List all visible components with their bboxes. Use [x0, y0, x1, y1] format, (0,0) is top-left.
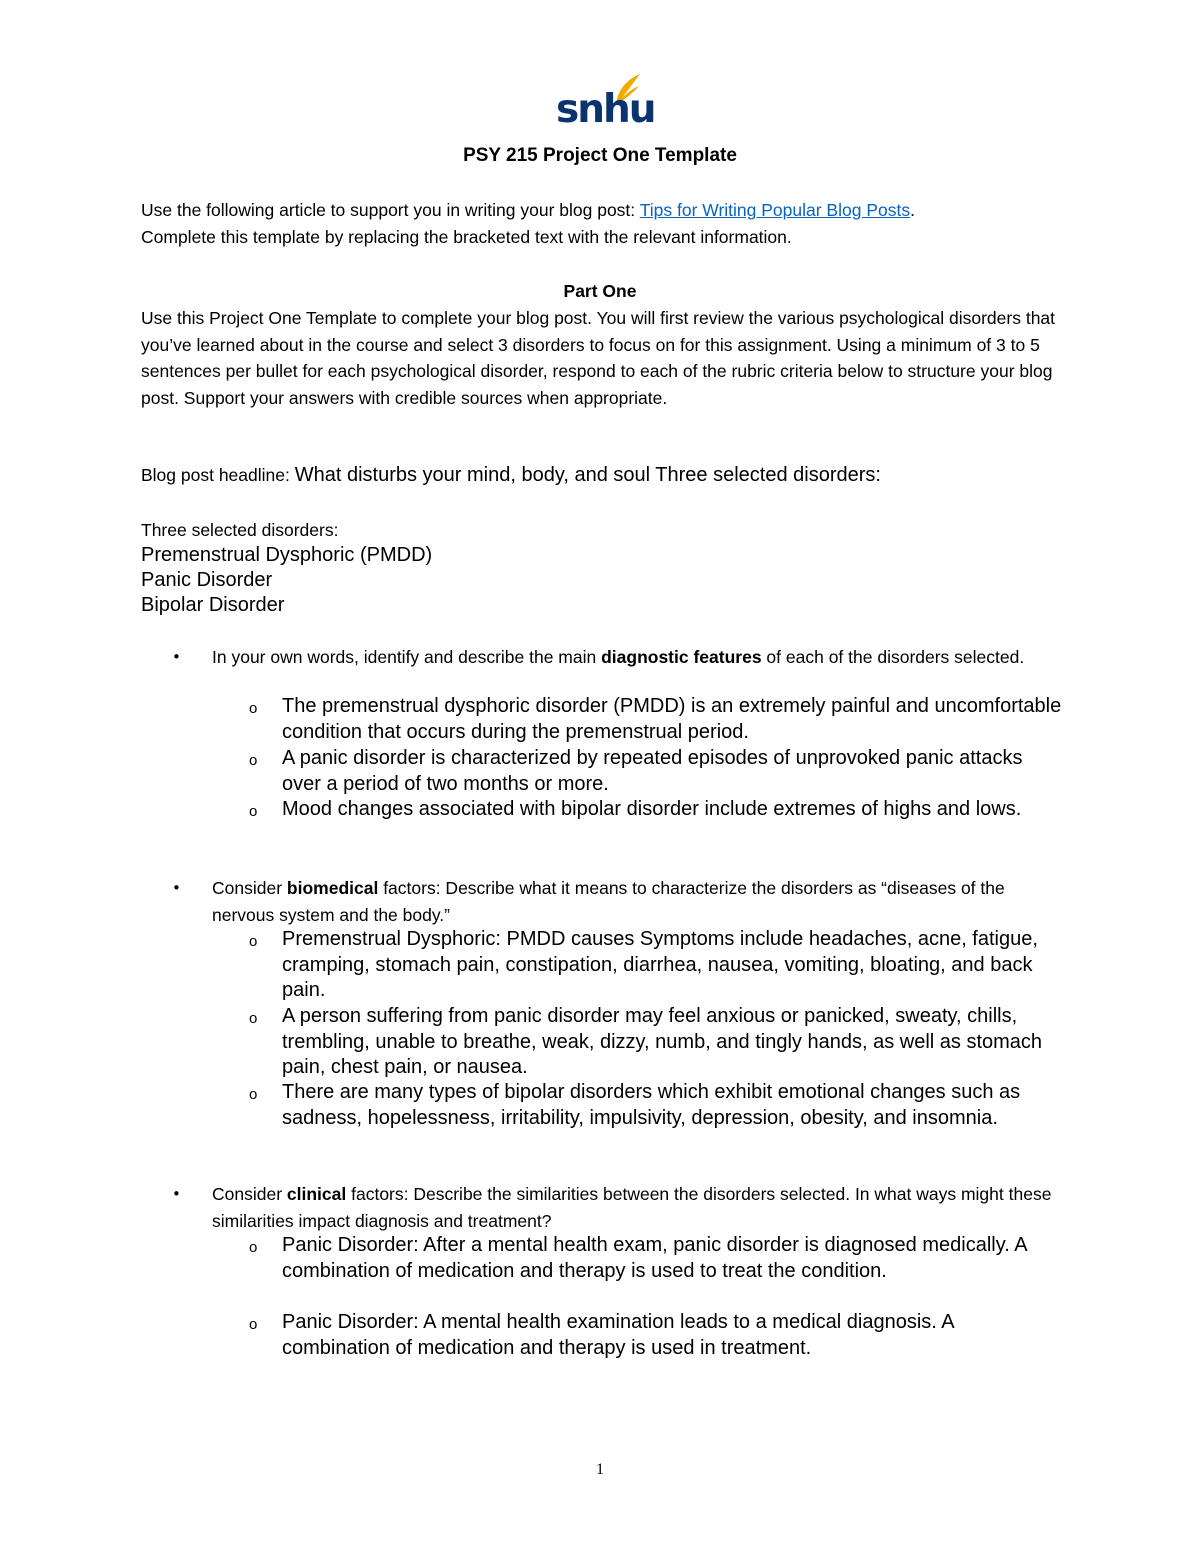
intro-text: Use the following article to support you in writing your blog post: [141, 200, 640, 220]
answer-item: There are many types of bipolar disorders which exhibit emotional changes such as sadness, hopelessness, irritability, impulsivity, depression, obesity, and insomnia. [282, 1081, 1021, 1129]
list-item: Bipolar Disorder [141, 594, 285, 616]
prompt-keyword: diagnostic features [601, 647, 762, 667]
disorders-list [141, 543, 1061, 618]
prompt-text: factors: Describe what it means to characterize the disorders as “diseases of the nervous system and the body.” [212, 878, 1005, 925]
sub-bullet-icon: o [249, 1316, 258, 1333]
intro-instruction: Complete this template by replacing the bracketed text with the relevant information. [141, 226, 792, 247]
prompt-text: of each of the disorders selected. [761, 647, 1025, 667]
sub-bullet-icon: o [249, 933, 258, 950]
bullet-icon: • [172, 1185, 181, 1203]
answer-item: A panic disorder is characterized by repeated episodes of unprovoked panic attacks over a period of two months or more. [282, 747, 1023, 795]
bullet-icon: • [172, 879, 181, 897]
prompt-text: factors: Describe the similarities between the disorders selected. In what ways might these similarities impact diagnosis and treatment? [212, 1184, 1052, 1231]
selected-disorders [141, 517, 1061, 618]
list-item: Premenstrual Dysphoric (PMDD) [141, 544, 433, 566]
page-title: PSY 215 Project One Template [463, 145, 737, 166]
prompt-text: In your own words, identify and describe the main [212, 647, 602, 667]
intro-paragraph [141, 197, 1061, 250]
sub-bullet-icon: o [249, 700, 258, 717]
headline-label: Blog post headline: [141, 465, 295, 485]
snhu-logo [548, 72, 655, 134]
intro-period: . [910, 200, 915, 220]
answer-item: A person suffering from panic disorder may feel anxious or panicked, sweaty, chills, trembling, unable to breathe, weak, dizzy, numb, and tingly hands, as well as stomach pain, chest pain, or nausea. [282, 1005, 1043, 1078]
prompt-diagnostic-features [212, 644, 1062, 671]
prompt-keyword: biomedical [286, 878, 379, 898]
sub-bullet-icon: o [249, 803, 258, 820]
sub-bullet-icon: o [249, 1086, 258, 1103]
prompt-clinical-factors [212, 1181, 1062, 1234]
page-number: 1 [596, 1461, 604, 1478]
sub-bullet-icon: o [249, 1010, 258, 1027]
blog-headline [141, 462, 1061, 491]
prompt-keyword: clinical [286, 1184, 347, 1204]
logo-wordmark: snhu [556, 87, 655, 132]
disorders-label: Three selected disorders: [141, 520, 339, 540]
answer-item: The premenstrual dysphoric disorder (PMDD) is an extremely painful and uncomfortable condition that occurs during the premenstrual period. [282, 695, 1062, 743]
article-link[interactable]: Tips for Writing Popular Blog Posts [639, 200, 911, 220]
prompt-text: Consider [212, 1184, 287, 1204]
sub-bullet-icon: o [249, 752, 258, 769]
part-one-body: Use this Project One Template to complete your blog post. You will first review the various psychological disorders that you’ve learned about in the course and select 3 disorders to focus on for this assignment. Using a minimum of 3 to 5 sentences per bullet for each psychological disorder, respond to each of the rubric criteria below to structure your blog post. Support your answers with credible sources when appropriate. [141, 308, 1056, 408]
answer-item: Mood changes associated with bipolar disorder include extremes of highs and lows. [282, 798, 1022, 820]
part-one-heading: Part One [563, 281, 637, 301]
prompt-biomedical-factors [212, 875, 1062, 928]
answer-item: Panic Disorder: After a mental health exam, panic disorder is diagnosed medically. A combination of medication and therapy is used to treat the condition. [282, 1234, 1027, 1282]
answer-item: Premenstrual Dysphoric: PMDD causes Symptoms include headaches, acne, fatigue, cramping, stomach pain, constipation, diarrhea, nausea, vomiting, bloating, and back pain. [282, 928, 1038, 1001]
sub-bullet-icon: o [249, 1239, 258, 1256]
answer-item: Panic Disorder: A mental health examination leads to a medical diagnosis. A combination of medication and therapy is used in treatment. [282, 1311, 954, 1359]
bullet-icon: • [172, 648, 181, 666]
headline-value: What disturbs your mind, body, and soul Three selected disorders: [294, 464, 881, 486]
list-item: Panic Disorder [141, 569, 273, 591]
prompt-text: Consider [212, 878, 287, 898]
